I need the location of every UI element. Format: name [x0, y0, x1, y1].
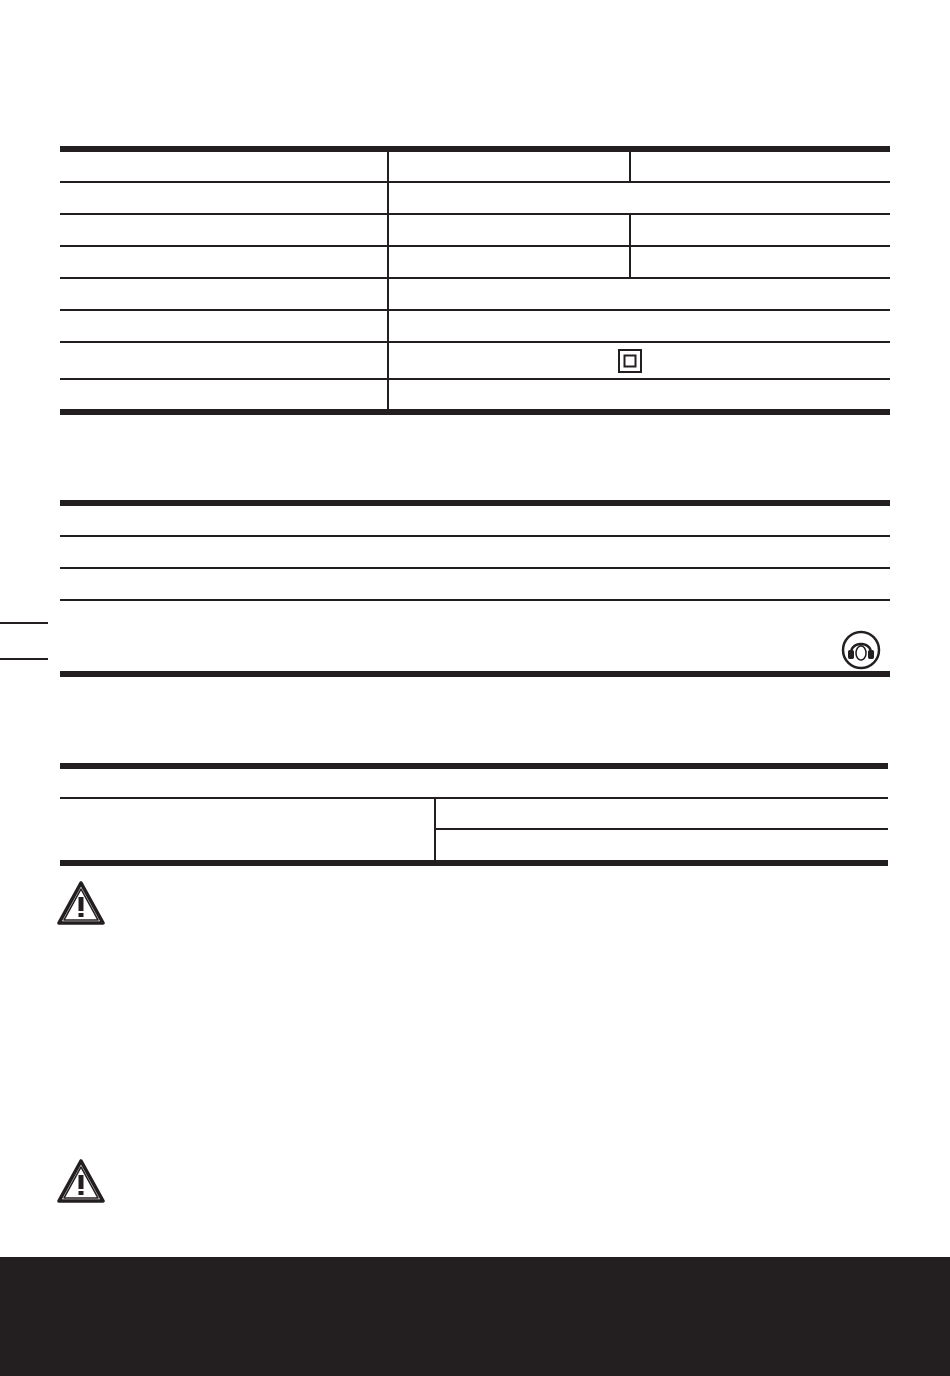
column-divider: [387, 152, 389, 409]
table-row-rule: [60, 277, 890, 279]
table-row-rule: [60, 309, 890, 311]
value-column-divider: [629, 215, 631, 277]
table-row-rule: [436, 828, 888, 830]
ear-protection-icon: [841, 630, 881, 670]
table-row-rule: [60, 181, 890, 183]
column-divider: [434, 799, 436, 860]
table-row-rule: [60, 341, 890, 343]
table-row-rule: [60, 213, 890, 215]
table-bottom-rule: [60, 860, 888, 866]
table-top-rule: [60, 500, 890, 506]
margin-tab-marker: [0, 658, 48, 660]
warning-triangle-icon: [56, 880, 106, 926]
table-row-rule: [60, 599, 890, 601]
table-top-rule: [60, 763, 888, 769]
table-top-rule: [60, 146, 890, 152]
warning-triangle-icon: [56, 1158, 106, 1204]
table-row-rule: [60, 567, 890, 569]
table-row-rule: [60, 245, 890, 247]
table-row-rule: [60, 797, 888, 799]
page-footer-band: [0, 1257, 950, 1376]
value-column-divider: [629, 152, 631, 181]
table-bottom-rule: [60, 671, 890, 677]
double-insulation-icon: [618, 349, 642, 373]
table-bottom-rule: [60, 409, 890, 415]
table-row-rule: [60, 535, 890, 537]
table-row-rule: [60, 378, 890, 380]
margin-tab-marker: [0, 622, 48, 624]
